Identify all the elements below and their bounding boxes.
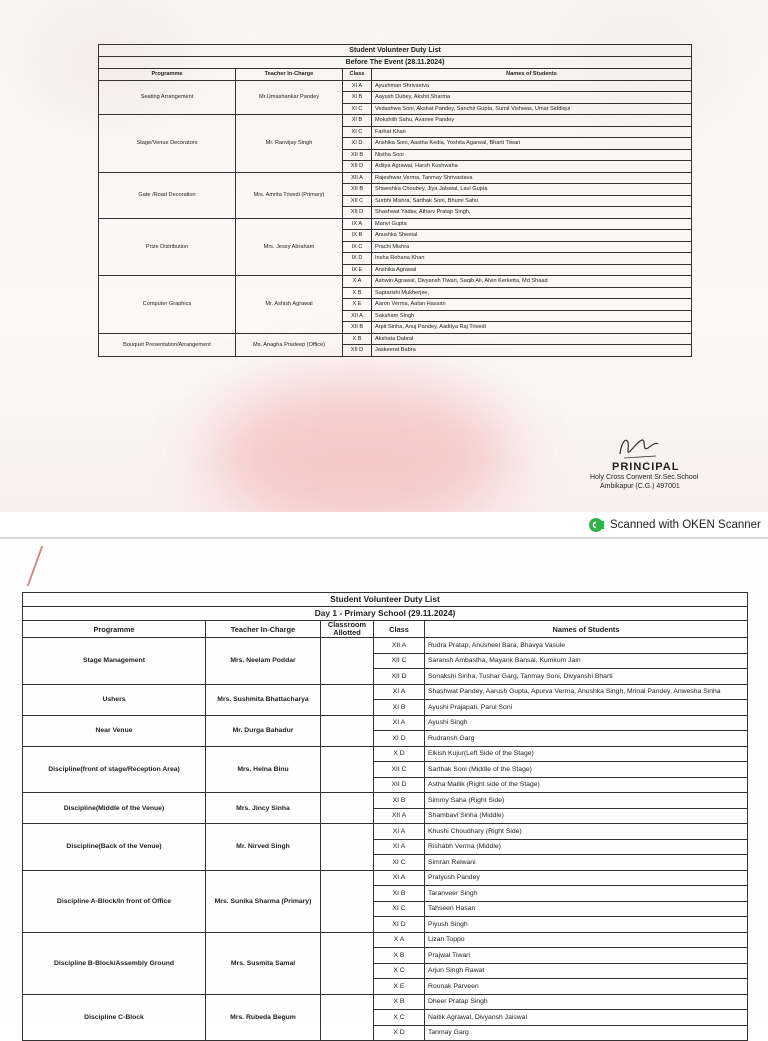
table-row [23,870,748,886]
students-cell: Shambavi Sinha (Middle) [425,808,748,824]
students-cell: Surbhi Mishra, Sarthak Soni, Bhumi Sahu [372,195,692,207]
students-cell: Khushi Choudhary (Right Side) [425,824,748,840]
programme-cell: Discipline B-Block/Assembly Ground [23,932,206,994]
header-classroom: Classroom Allotted [321,621,374,638]
programme-cell: Computer Graphics [99,276,236,334]
table-row [23,994,748,1010]
table-row [23,684,748,700]
students-cell: Astha Mallik (Right side of the Stage) [425,777,748,793]
principal-title: PRINCIPAL [612,461,680,473]
scanned-page-1 [0,0,768,512]
class-cell: X B [343,333,372,345]
students-cell: Aaron Verma, Aafan Hassan [372,299,692,311]
programme-cell: Seating Arrangement [99,80,236,115]
students-cell: Shashwat Yadav, Atharv Pratap Singh, [372,207,692,219]
header-class: Class [343,69,372,81]
class-cell: X A [343,276,372,288]
teacher-cell: Mrs. Susmita Samal [206,932,321,994]
teacher-cell: Mrs. Neelam Poddar [206,638,321,685]
students-cell: Anshika Soni, Aastha Kedia, Yoshita Agarwal, Bharti Tiwari [372,138,692,150]
header-class: Class [374,621,425,638]
class-cell: XI A [374,684,425,700]
students-cell: Rishabh Verma (Middle) [425,839,748,855]
class-cell: XII D [374,777,425,793]
class-cell: XII A [343,172,372,184]
table-subtitle: Day 1 - Primary School (29.11.2024) [23,607,748,621]
class-cell: X C [374,1010,425,1026]
students-cell: Aayush Dubey, Akshit Sharma [372,92,692,104]
students-cell: Shweshka Choubey, Jiya Jaiswal, Lavi Gupta [372,184,692,196]
programme-cell: Stage Management [23,638,206,685]
class-cell: XI B [374,793,425,809]
students-cell: Nistha Soni [372,149,692,161]
class-cell: IX B [343,230,372,242]
classroom-cell [321,994,374,1041]
table-row [23,932,748,948]
teacher-cell: Mr. Ranvijay Singh [236,115,343,173]
students-cell: Tahseen Hasan [425,901,748,917]
class-cell: XI A [374,824,425,840]
students-cell: Rudra Pratap, Anusheel Bara, Bhavya Vasule [425,638,748,654]
table-title: Student Volunteer Duty List [23,593,748,607]
classroom-cell [321,638,374,685]
class-cell: XII C [343,195,372,207]
students-cell: Tanmay Garg [425,1025,748,1041]
students-cell: Piyush Singh [425,917,748,933]
students-cell: Jaskeerat Babra [372,345,692,357]
students-cell: Taranveer Singh [425,886,748,902]
class-cell: XI D [343,138,372,150]
class-cell: IX A [343,218,372,230]
students-cell: Saptarishi Mukherjee, [372,287,692,299]
class-cell: X D [374,1025,425,1041]
students-cell: Rudransh Garg [425,731,748,747]
programme-cell: Gate /Road Decoration [99,172,236,218]
students-cell: Prajwal Tiwari [425,948,748,964]
teacher-cell: Mr.Umashankar Pandey [236,80,343,115]
class-cell: X E [374,979,425,995]
teacher-cell: Mrs. Sunika Sharma (Primary) [206,870,321,932]
students-cell: Ashwin Agrawal, Divyansh Tiwari, Saqib Ali, Alvin Kerketta, Md Shaad [372,276,692,288]
class-cell: XII B [343,184,372,196]
class-cell: IX E [343,264,372,276]
class-cell: X B [343,287,372,299]
classroom-cell [321,870,374,932]
classroom-cell [321,684,374,715]
class-cell: XII D [343,345,372,357]
students-cell: Ayushman Shrivastva [372,80,692,92]
class-cell: XI D [374,917,425,933]
class-cell: XII D [374,669,425,685]
class-cell: XI A [374,839,425,855]
class-cell: XII D [343,207,372,219]
students-cell: Vedashwa Soni, Akshat Pandey, Sanchit Gupta, Sumit Vishwas, Umar Siddiqui [372,103,692,115]
table-row [99,333,692,345]
class-cell: X B [374,994,425,1010]
students-cell: Rajeshwar Verma, Tanmay Shrivastava [372,172,692,184]
students-cell: Mokshith Sahu, Avanee Pandey [372,115,692,127]
header-programme: Programme [23,621,206,638]
students-cell: Elkish Kujur(Left Side of the Stage) [425,746,748,762]
teacher-cell: Mrs. Rubeda Begum [206,994,321,1041]
class-cell: XII C [374,762,425,778]
table-row [99,80,692,92]
class-cell: XII D [343,161,372,173]
students-cell: Arjun Singh Rawat [425,963,748,979]
class-cell: X E [343,299,372,311]
before-event-duty-table [98,44,692,357]
table-row [99,276,692,288]
students-cell: Ayushi Prajapati, Parul Soni [425,700,748,716]
school-name: Holy Cross Convent Sr.Sec.School [590,474,699,481]
class-cell: X B [374,948,425,964]
classroom-cell [321,746,374,793]
class-cell: XI C [343,126,372,138]
students-cell: Dheer Pratap Singh [425,994,748,1010]
classroom-cell [321,793,374,824]
programme-cell: Stage/Venue Decorators [99,115,236,173]
class-cell: XI C [374,855,425,871]
table-row [23,824,748,840]
class-cell: XII B [343,322,372,334]
table-row [23,638,748,654]
table-row [23,793,748,809]
students-cell: Saransh Ambastha, Mayank Bansal, Kumkum Jain [425,653,748,669]
students-cell: Anushka Sheetal [372,230,692,242]
students-cell: Insha Rehana Khan [372,253,692,265]
class-cell: XI C [343,103,372,115]
header-programme: Programme [99,69,236,81]
header-students: Names of Students [372,69,692,81]
students-cell: Lizan Toppo [425,932,748,948]
classroom-cell [321,932,374,994]
day1-duty-table [22,592,748,1041]
class-cell: XI B [343,92,372,104]
teacher-cell: Ms. Anagha Pradeep (Office) [236,333,343,356]
table-row [23,746,748,762]
students-cell: Pratyush Pandey [425,870,748,886]
table-subtitle: Before The Event (28.11.2024) [99,57,692,69]
students-cell: Rounak Parveen [425,979,748,995]
programme-cell: Near Venue [23,715,206,746]
programme-cell: Discipline(front of stage/Reception Area) [23,746,206,793]
programme-cell: Discipline C-Block [23,994,206,1041]
ink-stain [210,380,510,512]
teacher-cell: Mrs. Helna Binu [206,746,321,793]
teacher-cell: Mr. Ashish Agrawal [236,276,343,334]
teacher-cell: Mrs. Amrita Trivedi (Primary) [236,172,343,218]
table-title: Student Volunteer Duty List [99,45,692,57]
header-teacher: Teacher In-Charge [236,69,343,81]
programme-cell: Bouquet Presentation/Arrangement [99,333,236,356]
students-cell: Simmy Saha (Right Side) [425,793,748,809]
class-cell: XI A [374,870,425,886]
programme-cell: Discipline(Middle of the Venue) [23,793,206,824]
teacher-cell: Mrs. Sushmita Bhattacharya [206,684,321,715]
class-cell: XII A [343,310,372,322]
programme-cell: Prize Distribution [99,218,236,276]
scanner-logo-icon [588,517,604,533]
students-cell: Akshata Dabral [372,333,692,345]
teacher-cell: Mrs. Jessy Abraham [236,218,343,276]
class-cell: XI C [374,901,425,917]
students-cell: Arpit Sinha, Anuj Pandey, Aaditya Raj Trivedi [372,322,692,334]
class-cell: IX D [343,253,372,265]
school-address: Ambikapur (C.G.) 497001 [600,483,680,490]
table-row [99,218,692,230]
class-cell: XII C [374,653,425,669]
header-students: Names of Students [425,621,748,638]
class-cell: X A [374,932,425,948]
students-cell: Simran Relwani [425,855,748,871]
students-cell: Sonakshi Sinha, Tushar Garg, Tanmay Soni, Divyanshi Bharti [425,669,748,685]
table-row [99,115,692,127]
page-divider [0,537,768,539]
classroom-cell [321,715,374,746]
scanner-label: Scanned with OKEN Scanner [610,519,761,531]
students-cell: Naitik Agrawal, Divyansh Jaiswal [425,1010,748,1026]
students-cell: Prachi Mishra [372,241,692,253]
class-cell: XI B [374,886,425,902]
table-row [99,172,692,184]
class-cell: XII B [343,149,372,161]
programme-cell: Ushers [23,684,206,715]
table-row [23,715,748,731]
classroom-cell [321,824,374,871]
class-cell: XII A [374,638,425,654]
class-cell: XI D [374,731,425,747]
students-cell: Saksham Singh [372,310,692,322]
students-cell: Ayushi Singh [425,715,748,731]
students-cell: Farhat Khan [372,126,692,138]
teacher-cell: Mr. Nirved Singh [206,824,321,871]
students-cell: Sarthak Soni (Middle of the Stage) [425,762,748,778]
class-cell: XI A [374,715,425,731]
teacher-cell: Mr. Durga Bahadur [206,715,321,746]
teacher-cell: Mrs. Jincy Sinha [206,793,321,824]
class-cell: IX C [343,241,372,253]
class-cell: XII A [374,808,425,824]
class-cell: XI B [374,700,425,716]
class-cell: X D [374,746,425,762]
class-cell: XI B [343,115,372,127]
students-cell: Shashwat Pandey, Aarush Gupta, Apurva Verma, Anushka Singh, Mrinal Pandey, Anwesha Sinha [425,684,748,700]
programme-cell: Discipline(Back of the Venue) [23,824,206,871]
scanner-watermark [588,517,761,533]
students-cell: Anshika Agrawal [372,264,692,276]
students-cell: Aditya Agrawal, Harsh Kushwaha [372,161,692,173]
class-cell: XI A [343,80,372,92]
students-cell: Manvi Gupta [372,218,692,230]
signature-mark [612,432,662,462]
programme-cell: Discipline A-Block/In front of Office [23,870,206,932]
class-cell: X C [374,963,425,979]
header-teacher: Teacher In-Charge [206,621,321,638]
